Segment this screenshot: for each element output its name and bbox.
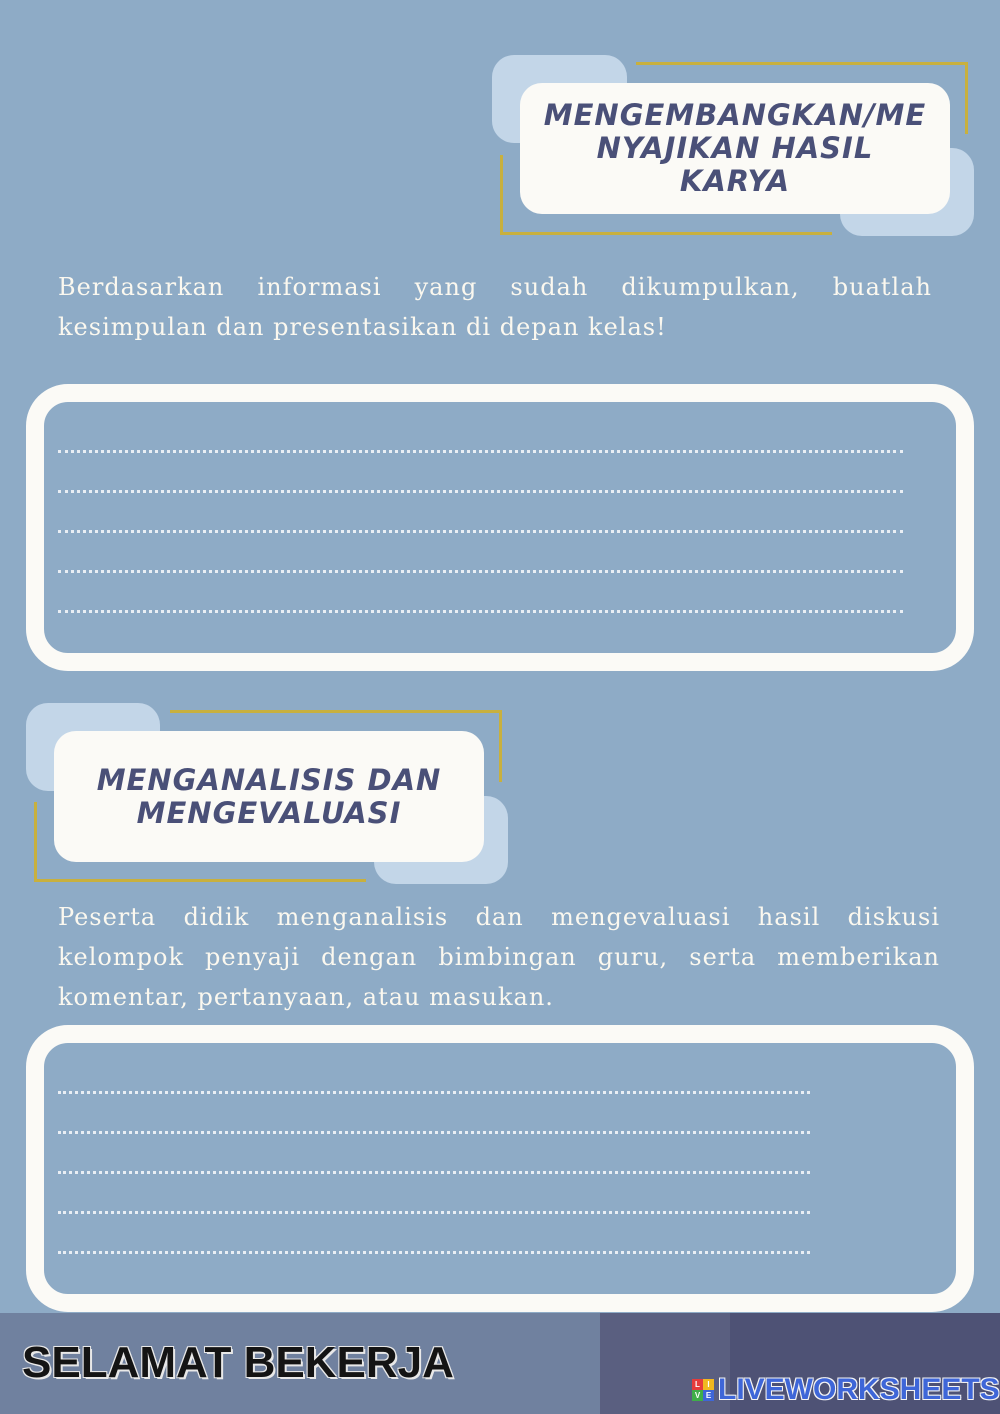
section2-title: MENGANALISIS DAN MENGEVALUASI bbox=[96, 762, 442, 830]
answer-line[interactable] bbox=[44, 476, 956, 516]
section2-instruction: Peserta didik menganalisis dan mengevaluasi hasil diskusi kelompok penyaji dengan bimbingan guru, serta memberikan komentar, pertanyaan, atau masukan. bbox=[58, 903, 940, 1011]
section1-title: MENGEMBANGKAN/ME NYAJIKAN HASIL KARYA bbox=[543, 98, 927, 198]
section2-title-card bbox=[54, 731, 484, 862]
section1-answer-box[interactable] bbox=[26, 384, 974, 671]
decor-line-bottom bbox=[34, 879, 366, 882]
section1-instruction: Berdasarkan informasi yang sudah dikumpulkan, buatlah kesimpulan dan presentasikan di depan kelas! bbox=[58, 273, 932, 341]
answer-line[interactable] bbox=[44, 1117, 956, 1157]
answer-line[interactable] bbox=[44, 1157, 956, 1197]
answer-line[interactable] bbox=[44, 1197, 956, 1237]
answer-line[interactable] bbox=[44, 556, 956, 596]
answer-line[interactable] bbox=[44, 516, 956, 556]
closing-text: SELAMAT BEKERJA bbox=[22, 1338, 454, 1387]
logo-letter: E bbox=[703, 1390, 714, 1401]
answer-line[interactable] bbox=[44, 436, 956, 476]
decor-line-bottom bbox=[500, 232, 832, 235]
logo-letter: V bbox=[692, 1390, 703, 1401]
brand-name: LIVEWORKSHEETS bbox=[718, 1373, 1000, 1406]
liveworksheets-logo-icon bbox=[692, 1379, 714, 1401]
section1-title-card bbox=[520, 83, 950, 214]
section1-answer-lines bbox=[44, 402, 956, 653]
section2-answer-lines bbox=[44, 1043, 956, 1294]
decor-line-right bbox=[965, 62, 968, 134]
answer-line[interactable] bbox=[44, 596, 956, 636]
answer-line[interactable] bbox=[44, 1077, 956, 1117]
logo-letter: I bbox=[703, 1379, 714, 1390]
decor-line-left bbox=[34, 802, 37, 882]
answer-line[interactable] bbox=[44, 1237, 956, 1277]
decor-line-right bbox=[499, 710, 502, 782]
decor-line-left bbox=[500, 155, 503, 235]
logo-letter: L bbox=[692, 1379, 703, 1390]
liveworksheets-brand[interactable] bbox=[692, 1372, 1000, 1408]
decor-line-top bbox=[170, 710, 502, 713]
decor-line-top bbox=[636, 62, 968, 65]
section2-answer-box[interactable] bbox=[26, 1025, 974, 1312]
